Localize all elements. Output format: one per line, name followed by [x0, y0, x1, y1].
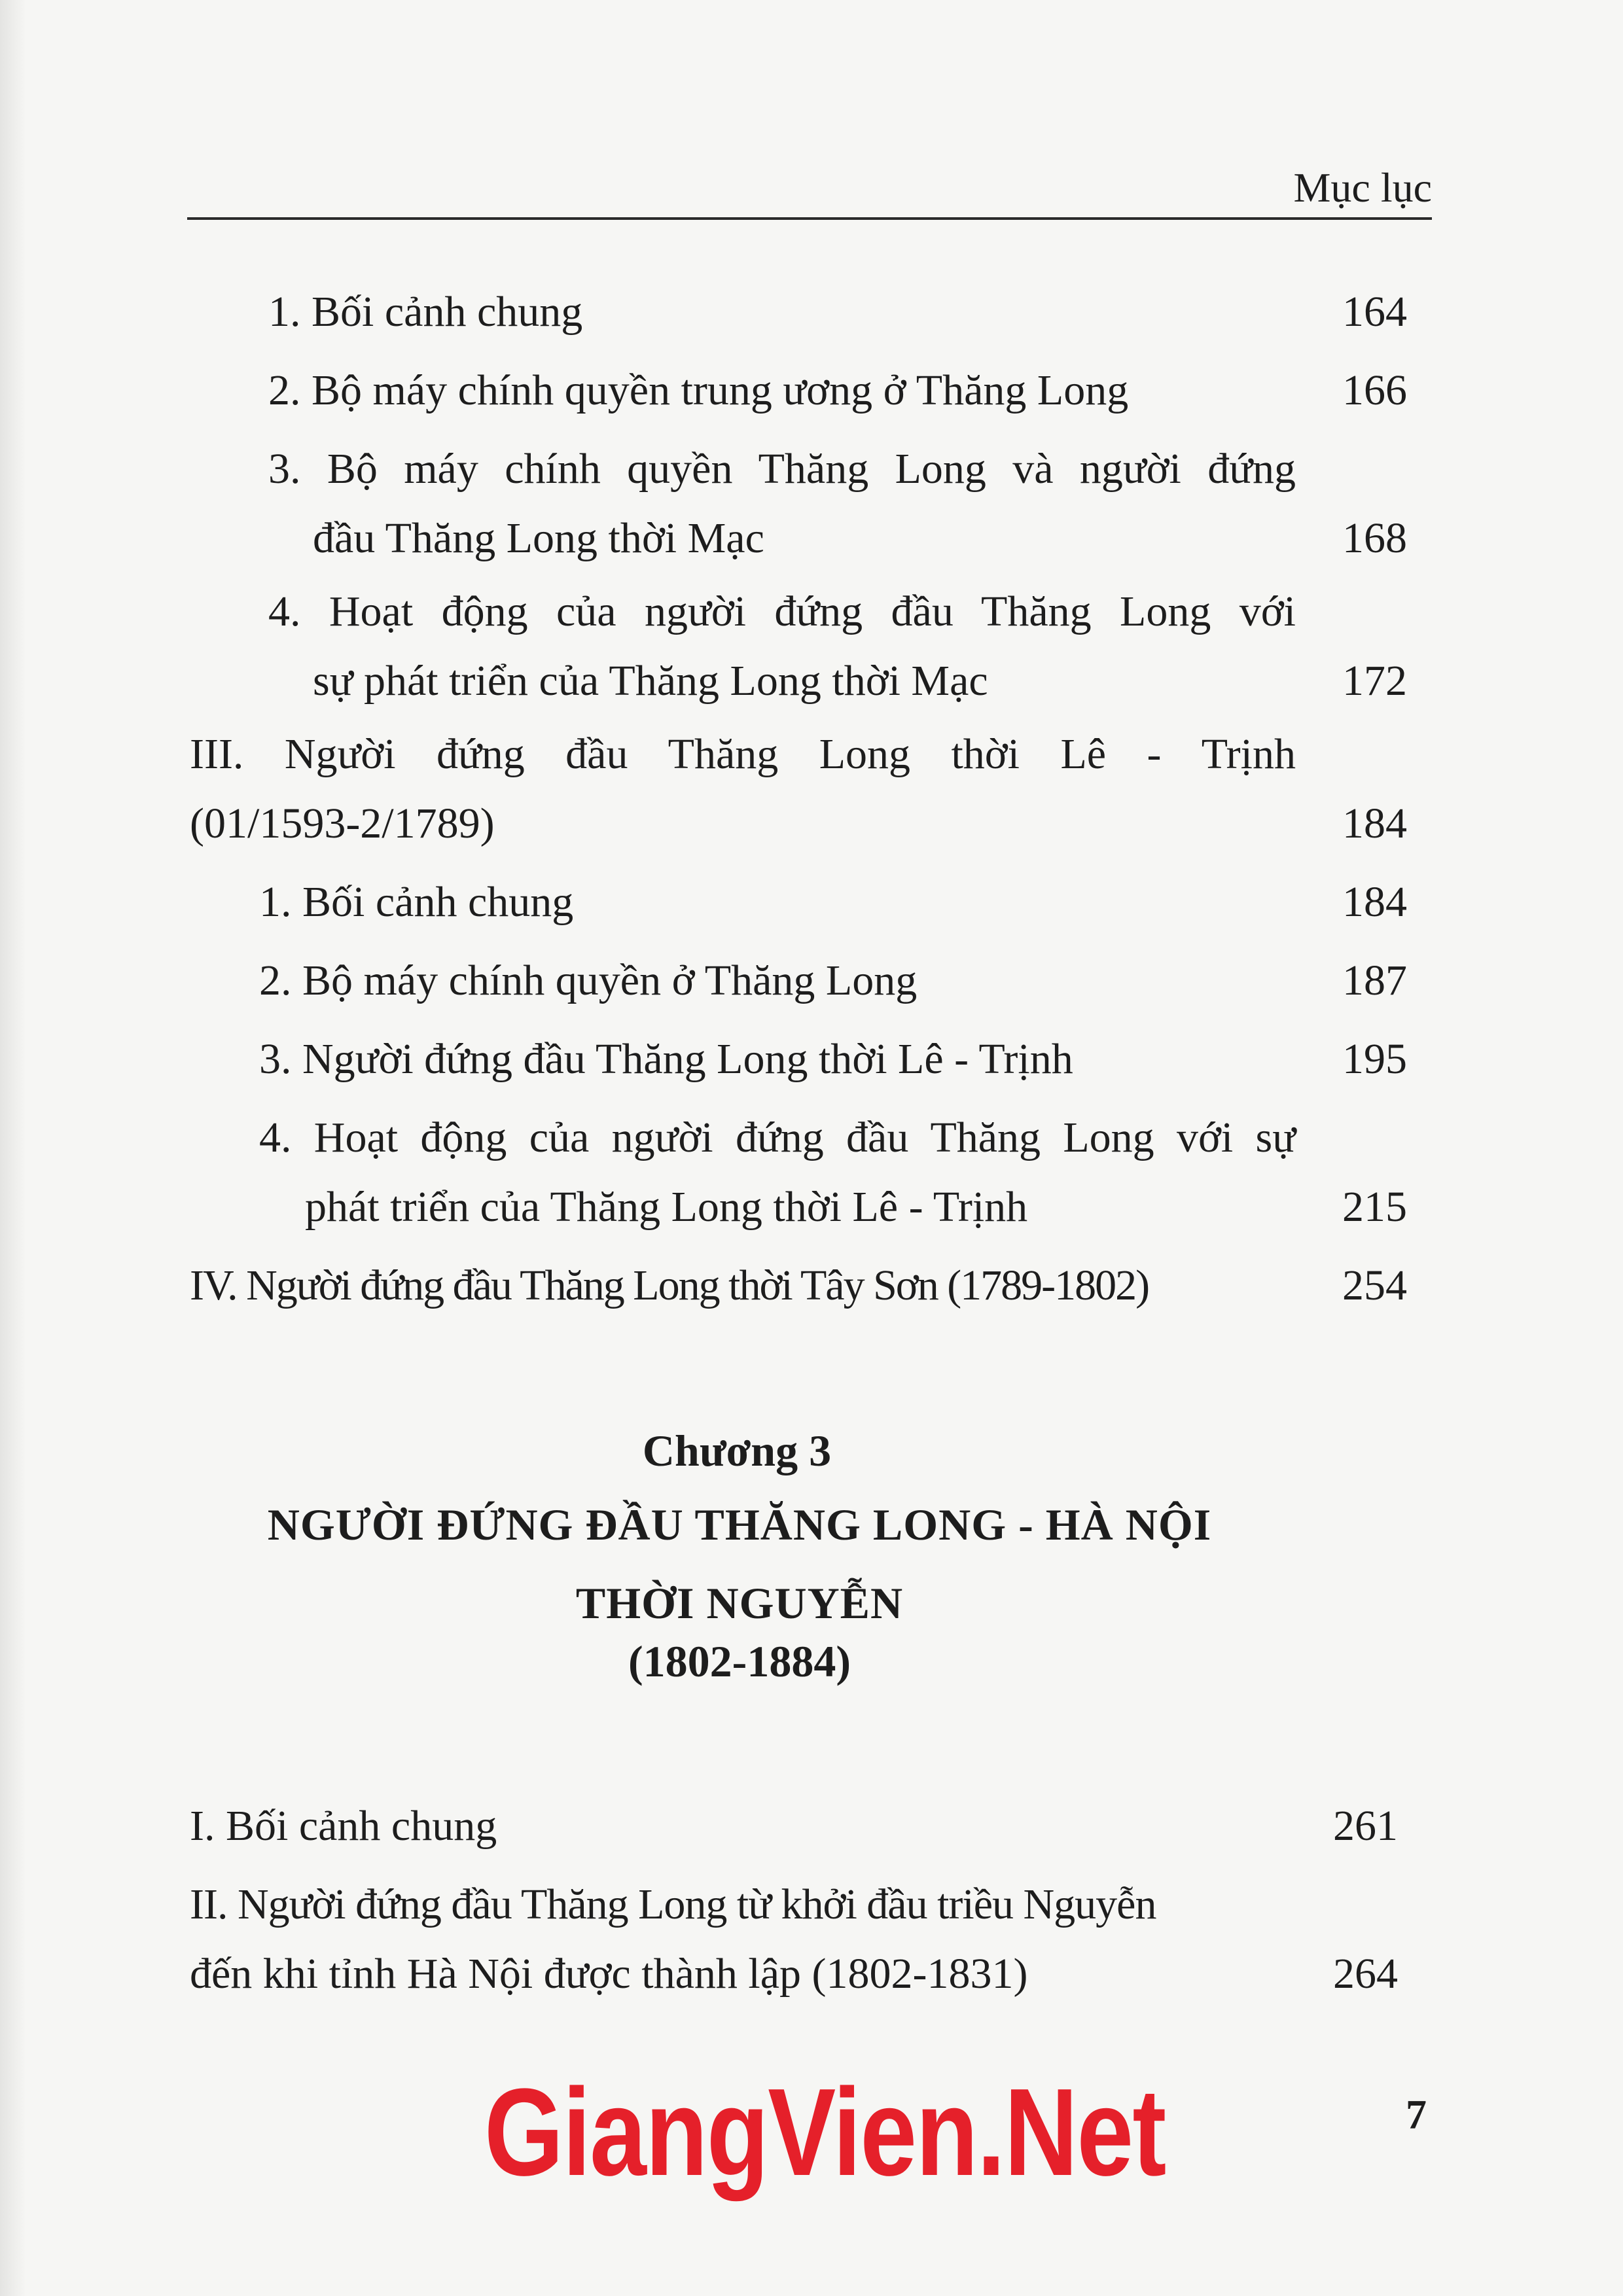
- toc-entry-label-line1: 3. Bộ máy chính quyền Thăng Long và người đứng: [268, 445, 1296, 493]
- toc-section-entry: [190, 720, 1407, 858]
- toc-section-entry: [190, 1792, 1398, 1861]
- toc-entry-label-line2: đầu Thăng Long thời Mạc: [313, 514, 764, 562]
- toc-entry-page: 264: [1333, 1950, 1398, 1998]
- toc-entry-page: 184: [1342, 800, 1407, 847]
- toc-entry-page: 195: [1342, 1035, 1407, 1083]
- toc-entry-label: 2. Bộ máy chính quyền trung ương ở Thăng Long: [268, 366, 1129, 414]
- toc-entry-label-line1: III. Người đứng đầu Thăng Long thời Lê - Trịnh: [190, 730, 1296, 778]
- toc-entry-label: 3. Người đứng đầu Thăng Long thời Lê - Trịnh: [259, 1035, 1073, 1083]
- toc-entry-label-line1: 4. Hoạt động của người đứng đầu Thăng Long với: [268, 588, 1296, 635]
- toc-entry-page: 168: [1342, 514, 1407, 562]
- running-header-title: Mục lục: [1293, 164, 1432, 211]
- toc-entry: [268, 434, 1407, 573]
- watermark-logo: GiangVien.Net: [484, 2063, 1166, 2202]
- toc-entry: [259, 868, 1407, 937]
- toc-entry: [268, 577, 1407, 716]
- chapter-years: (1802-1884): [628, 1636, 851, 1686]
- page-number: 7: [1406, 2091, 1427, 2138]
- chapter-title: [190, 1485, 1289, 1642]
- toc-entry-label: IV. Người đứng đầu Thăng Long thời Tây Sơn (1789-1802): [190, 1262, 1149, 1309]
- toc-entry-page: 184: [1342, 878, 1407, 926]
- chapter-title-line1: NGƯỜI ĐỨNG ĐẦU THĂNG LONG - HÀ NỘI: [267, 1500, 1212, 1549]
- toc-entry: [268, 277, 1407, 347]
- toc-entry-label: 1. Bối cảnh chung: [259, 878, 574, 926]
- toc-entry-label-line2: đến khi tỉnh Hà Nội được thành lập (1802-1831): [190, 1950, 1028, 1998]
- toc-entry-label-line2: phát triển của Thăng Long thời Lê - Trịnh: [305, 1183, 1028, 1231]
- toc-entry-page: 166: [1342, 366, 1407, 414]
- chapter-number: Chương 3: [642, 1426, 832, 1475]
- toc-entry: [268, 356, 1407, 425]
- toc-entry: [259, 946, 1407, 1016]
- chapter-title-line2: THỜI NGUYỄN: [575, 1578, 904, 1628]
- toc-entry: [259, 1103, 1407, 1242]
- toc-entry-label: 1. Bối cảnh chung: [268, 288, 583, 336]
- toc-entry-label-line1: II. Người đứng đầu Thăng Long từ khởi đầu triều Nguyễn: [190, 1881, 1156, 1928]
- toc-entry-page: 254: [1342, 1262, 1407, 1309]
- toc-entry-label-line2: (01/1593-2/1789): [190, 800, 495, 847]
- toc-entry-page: 164: [1342, 288, 1407, 336]
- toc-entry-label: I. Bối cảnh chung: [190, 1802, 497, 1850]
- toc-entry: [259, 1025, 1407, 1094]
- toc-entry-label: 2. Bộ máy chính quyền ở Thăng Long: [259, 957, 918, 1004]
- toc-entry-label-line1: 4. Hoạt động của người đứng đầu Thăng Long với sự: [259, 1114, 1296, 1161]
- toc-section-entry: [190, 1251, 1407, 1320]
- toc-entry-page: 261: [1333, 1802, 1398, 1850]
- toc-entry-page: 215: [1342, 1183, 1407, 1231]
- toc-entry-page: 187: [1342, 957, 1407, 1004]
- toc-entry-label-line2: sự phát triển của Thăng Long thời Mạc: [313, 657, 988, 705]
- toc-section-entry: [190, 1870, 1398, 2009]
- toc-entry-page: 172: [1342, 657, 1407, 705]
